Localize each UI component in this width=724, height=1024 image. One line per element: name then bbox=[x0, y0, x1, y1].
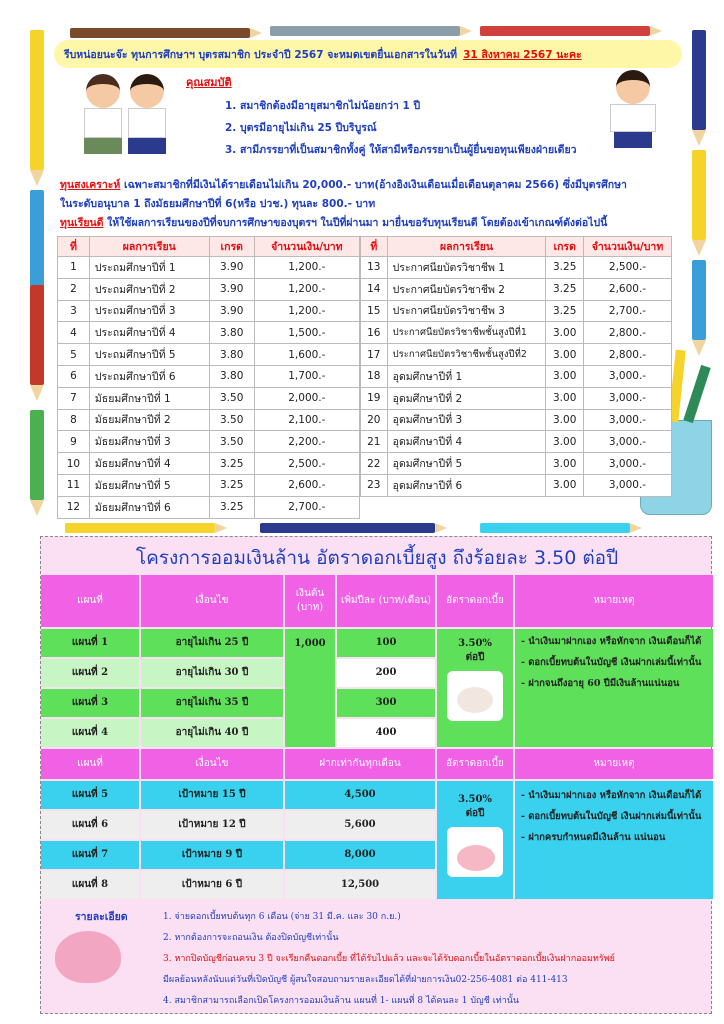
amount-value: 2,600.- bbox=[583, 278, 671, 300]
table-row bbox=[361, 409, 672, 431]
grade-value: 3.80 bbox=[209, 344, 254, 366]
level-name: ประถมศึกษาปีที่ 2 bbox=[89, 278, 209, 300]
rate-cell bbox=[437, 781, 513, 899]
grade-value: 3.25 bbox=[209, 496, 254, 518]
level-name: มัธยมศึกษาปีที่ 2 bbox=[89, 409, 209, 431]
qualifications-title: คุณสมบัติ bbox=[186, 76, 232, 89]
col-header: แผนที่ bbox=[41, 575, 139, 627]
row-number: 19 bbox=[361, 387, 388, 409]
amount-value: 2,500.- bbox=[583, 257, 671, 279]
level-name: มัธยมศึกษาปีที่ 4 bbox=[89, 453, 209, 475]
deadline-banner bbox=[54, 40, 682, 68]
amount-value: 1,200.- bbox=[254, 300, 359, 322]
table-row bbox=[58, 431, 360, 453]
grade-col-header: เกรด bbox=[546, 237, 584, 257]
row-number: 10 bbox=[58, 453, 90, 475]
welfare-label: ทุนสงเคราะห์ bbox=[60, 179, 121, 191]
col-header: เงื่อนไข bbox=[141, 575, 283, 627]
note-item: - นำเงินมาฝากเอง หรือหักจาก เงินเดือนก็ได้ bbox=[521, 790, 702, 801]
row-number: 14 bbox=[361, 278, 388, 300]
row-number: 3 bbox=[58, 300, 90, 322]
table-row bbox=[58, 387, 360, 409]
table-row bbox=[361, 344, 672, 366]
grade-value: 3.50 bbox=[209, 431, 254, 453]
plan-label: แผนที่ 8 bbox=[41, 871, 139, 899]
kids-illustration bbox=[78, 72, 174, 164]
merit-text: ให้ใช้ผลการเรียนของปีที่จบการศึกษาของบุตรฯ ในปีที่ผ่านมา มายื่นขอรับทุนเรียนดี โดยต้องเข้าเกณฑ์ดังต่อไปนี้ bbox=[107, 217, 608, 229]
pencil-decoration bbox=[683, 365, 710, 423]
grade-value: 3.25 bbox=[209, 474, 254, 496]
amount-value: 2,800.- bbox=[583, 322, 671, 344]
level-name: อุดมศึกษาปีที่ 1 bbox=[387, 365, 546, 387]
amount-value: 2,200.- bbox=[254, 431, 359, 453]
pencil-decoration bbox=[480, 523, 630, 533]
plan-label: แผนที่ 5 bbox=[41, 781, 139, 809]
deadline-date: 31 สิงหาคม 2567 นะคะ bbox=[463, 48, 582, 61]
level-name: มัธยมศึกษาปีที่ 6 bbox=[89, 496, 209, 518]
row-number: 17 bbox=[361, 344, 388, 366]
grade-col-header: เกรด bbox=[209, 237, 254, 257]
row-number: 9 bbox=[58, 431, 90, 453]
amount-value: 3,000.- bbox=[583, 387, 671, 409]
welfare-line2: ในระดับอนุบาล 1 ถึงมัธยมศึกษาปีที่ 6(หรือ ปวช.) ทุนละ 800.- บาท bbox=[60, 198, 376, 210]
grade-col-header: ผลการเรียน bbox=[387, 237, 546, 257]
detail-line: 2. หากต้องการจะถอนเงิน ต้องปิดบัญชีเท่านั้น bbox=[163, 933, 339, 943]
table-row bbox=[361, 322, 672, 344]
banner-text: รีบหน่อยนะจ๊ะ ทุนการศึกษาฯ บุตรสมาชิก ประจำปี 2567 จะหมดเขตยื่นเอกสารในวันที่ bbox=[64, 48, 458, 61]
grade-value: 3.25 bbox=[546, 300, 584, 322]
detail-line: 4. สมาชิกสามารถเลือกเปิดโครงการออมเงินล้าน แผนที่ 1- แผนที่ 8 ได้คนละ 1 บัญชี เท่านั้น bbox=[163, 996, 520, 1006]
table-row bbox=[361, 278, 672, 300]
amount-value: 3,000.- bbox=[583, 453, 671, 475]
grade-col-header: จำนวนเงิน/บาท bbox=[583, 237, 671, 257]
row-number: 7 bbox=[58, 387, 90, 409]
grade-value: 3.25 bbox=[546, 278, 584, 300]
table-row bbox=[58, 496, 360, 518]
plan-monthly: 4,500 bbox=[285, 781, 435, 809]
col-header: หมายเหตุ bbox=[515, 749, 713, 779]
row-number: 18 bbox=[361, 365, 388, 387]
grade-value: 3.50 bbox=[209, 387, 254, 409]
amount-value: 3,000.- bbox=[583, 365, 671, 387]
grade-value: 3.00 bbox=[546, 453, 584, 475]
notes-list bbox=[521, 635, 709, 698]
table-row bbox=[58, 322, 360, 344]
plan-step: 200 bbox=[337, 659, 435, 687]
level-name: อุดมศึกษาปีที่ 3 bbox=[387, 409, 546, 431]
pencil-decoration bbox=[692, 30, 706, 130]
note-item: - ฝากครบกำหนดมีเงินล้าน แน่นอน bbox=[521, 832, 666, 843]
grade-value: 3.80 bbox=[209, 322, 254, 344]
student-illustration bbox=[604, 70, 664, 150]
amount-value: 1,200.- bbox=[254, 278, 359, 300]
grade-col-header: ที่ bbox=[58, 237, 90, 257]
table-row bbox=[58, 474, 360, 496]
level-name: ประถมศึกษาปีที่ 4 bbox=[89, 322, 209, 344]
col-header: หมายเหตุ bbox=[515, 575, 713, 627]
level-name: ประกาศนียบัตรวิชาชีพ 1 bbox=[387, 257, 546, 279]
row-number: 20 bbox=[361, 409, 388, 431]
row-number: 22 bbox=[361, 453, 388, 475]
row-number: 1 bbox=[58, 257, 90, 279]
grade-value: 3.25 bbox=[209, 453, 254, 475]
plan-label: แผนที่ 6 bbox=[41, 811, 139, 839]
plan-condition: อายุไม่เกิน 40 ปี bbox=[141, 719, 283, 747]
plan-label: แผนที่ 2 bbox=[41, 659, 139, 687]
qualification-item: 3. สามีภรรยาที่เป็นสมาชิกทั้งคู่ ให้สามีหรือภรรยาเป็นผู้ยื่นขอทุนเพียงฝ่ายเดียว bbox=[225, 144, 577, 156]
plan-condition: เป้าหมาย 6 ปี bbox=[141, 871, 283, 899]
level-name: ประกาศนียบัตรวิชาชีพ 2 bbox=[387, 278, 546, 300]
notes-list bbox=[521, 789, 709, 852]
pencil-decoration bbox=[270, 26, 460, 36]
row-number: 21 bbox=[361, 431, 388, 453]
row-number: 6 bbox=[58, 365, 90, 387]
grade-col-header: ผลการเรียน bbox=[89, 237, 209, 257]
grade-value: 3.00 bbox=[546, 344, 584, 366]
plan-condition: อายุไม่เกิน 30 ปี bbox=[141, 659, 283, 687]
principal-amount: 1,000 bbox=[285, 629, 335, 747]
col-header: แผนที่ bbox=[41, 749, 139, 779]
note-item: - ฝากจนถึงอายุ 60 ปีมีเงินล้านแน่นอน bbox=[521, 678, 680, 689]
table-row bbox=[361, 474, 672, 496]
table-row bbox=[58, 453, 360, 475]
piggy-bank-icon bbox=[447, 827, 503, 877]
plan-step: 100 bbox=[337, 629, 435, 657]
detail-line: 3. หากปิดบัญชีก่อนครบ 3 ปี จะเรียกคืนดอกเบี้ย ที่ได้รับไปแล้ว และจะได้รับดอกเบี้ยในอัตราดอกเบี้ยเงินฝากออมทรัพย์ bbox=[163, 954, 615, 964]
detail-line: 1. จ่ายดอกเบี้ยทบต้นทุก 6 เดือน (จ่าย 31 มี.ค. และ 30 ก.ย.) bbox=[163, 912, 401, 922]
level-name: ประกาศนียบัตรวิชาชีพ 3 bbox=[387, 300, 546, 322]
amount-value: 1,200.- bbox=[254, 257, 359, 279]
note-item: - ดอกเบี้ยทบต้นในบัญชี เงินฝากเล่มนี้เท่านั้น bbox=[521, 811, 702, 822]
amount-value: 2,800.- bbox=[583, 344, 671, 366]
detail-line: มีผลย้อนหลังนับแต่วันที่เปิดบัญชี ผู้สนใจสอบถามรายละเอียดได้ที่ฝ่ายการเงิน02-256-4081 ต่อ 411-413 bbox=[163, 975, 568, 985]
level-name: มัธยมศึกษาปีที่ 5 bbox=[89, 474, 209, 496]
table-row bbox=[361, 257, 672, 279]
welfare-line1: เฉพาะสมาชิกที่มีเงินได้รายเดือนไม่เกิน 20,000.- บาท(อ้างอิงเงินเดือนเมื่อเดือนตุลาคม 2566) ซึ่งมีบุตรศึกษา bbox=[124, 179, 627, 191]
row-number: 4 bbox=[58, 322, 90, 344]
grade-col-header: ที่ bbox=[361, 237, 388, 257]
rate-cell bbox=[437, 629, 513, 747]
level-name: ประถมศึกษาปีที่ 5 bbox=[89, 344, 209, 366]
rate-value: 3.50% bbox=[458, 638, 492, 649]
plan-step: 400 bbox=[337, 719, 435, 747]
row-number: 15 bbox=[361, 300, 388, 322]
row-number: 8 bbox=[58, 409, 90, 431]
amount-value: 2,700.- bbox=[583, 300, 671, 322]
table-row bbox=[58, 300, 360, 322]
amount-value: 2,500.- bbox=[254, 453, 359, 475]
col-header: อัตราดอกเบี้ย bbox=[437, 749, 513, 779]
pencil-decoration bbox=[70, 28, 250, 38]
level-name: อุดมศึกษาปีที่ 2 bbox=[387, 387, 546, 409]
amount-value: 3,000.- bbox=[583, 409, 671, 431]
pencil-decoration bbox=[30, 410, 44, 500]
grade-table-right bbox=[360, 236, 672, 497]
row-number: 12 bbox=[58, 496, 90, 518]
pencil-decoration bbox=[480, 26, 650, 36]
plan-condition: อายุไม่เกิน 35 ปี bbox=[141, 689, 283, 717]
pencil-decoration bbox=[30, 285, 44, 385]
qualification-item: 1. สมาชิกต้องมีอายุสมาชิกไม่น้อยกว่า 1 ปี bbox=[225, 100, 421, 112]
qualification-item: 2. บุตรมีอายุไม่เกิน 25 ปีบริบูรณ์ bbox=[225, 122, 377, 134]
level-name: ประกาศนียบัตรวิชาชีพชั้นสูงปีที่2 bbox=[387, 344, 546, 366]
level-name: ประถมศึกษาปีที่ 3 bbox=[89, 300, 209, 322]
piggy-bank-icon bbox=[55, 931, 121, 983]
grade-value: 3.90 bbox=[209, 278, 254, 300]
level-name: ประถมศึกษาปีที่ 6 bbox=[89, 365, 209, 387]
grade-col-header: จำนวนเงิน/บาท bbox=[254, 237, 359, 257]
row-number: 5 bbox=[58, 344, 90, 366]
pencil-decoration bbox=[692, 260, 706, 340]
grade-value: 3.00 bbox=[546, 409, 584, 431]
pencil-decoration bbox=[30, 30, 44, 170]
level-name: อุดมศึกษาปีที่ 4 bbox=[387, 431, 546, 453]
welfare-section bbox=[60, 176, 712, 233]
plan-label: แผนที่ 4 bbox=[41, 719, 139, 747]
grade-value: 3.00 bbox=[546, 474, 584, 496]
col-header: ฝากเท่ากันทุกเดือน bbox=[285, 749, 435, 779]
plan-label: แผนที่ 3 bbox=[41, 689, 139, 717]
pencil-decoration bbox=[260, 523, 435, 533]
note-item: - ดอกเบี้ยทบต้นในบัญชี เงินฝากเล่มนี้เท่านั้น bbox=[521, 657, 702, 668]
table-row bbox=[58, 278, 360, 300]
grade-value: 3.00 bbox=[546, 431, 584, 453]
rate-unit: ต่อปี bbox=[465, 652, 485, 663]
amount-value: 3,000.- bbox=[583, 474, 671, 496]
table-row bbox=[58, 344, 360, 366]
plan-monthly: 12,500 bbox=[285, 871, 435, 899]
row-number: 16 bbox=[361, 322, 388, 344]
amount-value: 3,000.- bbox=[583, 431, 671, 453]
col-header: เพิ่มปีละ (บาท/เดือน) bbox=[337, 575, 435, 627]
grade-value: 3.00 bbox=[546, 322, 584, 344]
savings-title: โครงการออมเงินล้าน อัตราดอกเบี้ยสูง ถึงร้อยละ 3.50 ต่อปี bbox=[135, 547, 619, 569]
amount-value: 2,600.- bbox=[254, 474, 359, 496]
rate-unit: ต่อปี bbox=[465, 808, 485, 819]
plan-monthly: 8,000 bbox=[285, 841, 435, 869]
table-row bbox=[58, 365, 360, 387]
plan-condition: เป้าหมาย 15 ปี bbox=[141, 781, 283, 809]
amount-value: 2,000.- bbox=[254, 387, 359, 409]
table-row bbox=[361, 300, 672, 322]
level-name: ประถมศึกษาปีที่ 1 bbox=[89, 257, 209, 279]
level-name: มัธยมศึกษาปีที่ 1 bbox=[89, 387, 209, 409]
rate-value: 3.50% bbox=[458, 794, 492, 805]
pencil-decoration bbox=[65, 523, 215, 533]
amount-value: 1,500.- bbox=[254, 322, 359, 344]
col-header: เงินต้น (บาท) bbox=[285, 575, 335, 627]
col-header: เงื่อนไข bbox=[141, 749, 283, 779]
grade-value: 3.50 bbox=[209, 409, 254, 431]
piggy-bank-icon bbox=[447, 671, 503, 721]
amount-value: 2,700.- bbox=[254, 496, 359, 518]
level-name: อุดมศึกษาปีที่ 6 bbox=[387, 474, 546, 496]
amount-value: 2,100.- bbox=[254, 409, 359, 431]
plan-monthly: 5,600 bbox=[285, 811, 435, 839]
grade-value: 3.90 bbox=[209, 257, 254, 279]
plan-label: แผนที่ 7 bbox=[41, 841, 139, 869]
table-row bbox=[361, 453, 672, 475]
level-name: มัธยมศึกษาปีที่ 3 bbox=[89, 431, 209, 453]
amount-value: 1,700.- bbox=[254, 365, 359, 387]
row-number: 23 bbox=[361, 474, 388, 496]
savings-section bbox=[40, 536, 712, 1014]
table-row bbox=[361, 365, 672, 387]
merit-label: ทุนเรียนดี bbox=[60, 217, 104, 229]
table-row bbox=[361, 387, 672, 409]
row-number: 2 bbox=[58, 278, 90, 300]
row-number: 11 bbox=[58, 474, 90, 496]
level-name: อุดมศึกษาปีที่ 5 bbox=[387, 453, 546, 475]
row-number: 13 bbox=[361, 257, 388, 279]
level-name: ประกาศนียบัตรวิชาชีพชั้นสูงปีที่1 bbox=[387, 322, 546, 344]
grade-value: 3.80 bbox=[209, 365, 254, 387]
details-label: รายละเอียด bbox=[75, 911, 128, 923]
col-header: อัตราดอกเบี้ย bbox=[437, 575, 513, 627]
grade-table-left bbox=[57, 236, 360, 519]
table-row bbox=[361, 431, 672, 453]
amount-value: 1,600.- bbox=[254, 344, 359, 366]
plan-label: แผนที่ 1 bbox=[41, 629, 139, 657]
plan-condition: เป้าหมาย 12 ปี bbox=[141, 811, 283, 839]
grade-value: 3.25 bbox=[546, 257, 584, 279]
grade-value: 3.90 bbox=[209, 300, 254, 322]
grade-value: 3.00 bbox=[546, 365, 584, 387]
note-item: - นำเงินมาฝากเอง หรือหักจาก เงินเดือนก็ได้ bbox=[521, 636, 702, 647]
table-row bbox=[58, 409, 360, 431]
plan-condition: อายุไม่เกิน 25 ปี bbox=[141, 629, 283, 657]
grade-value: 3.00 bbox=[546, 387, 584, 409]
plan-condition: เป้าหมาย 9 ปี bbox=[141, 841, 283, 869]
table-row bbox=[58, 257, 360, 279]
plan-step: 300 bbox=[337, 689, 435, 717]
